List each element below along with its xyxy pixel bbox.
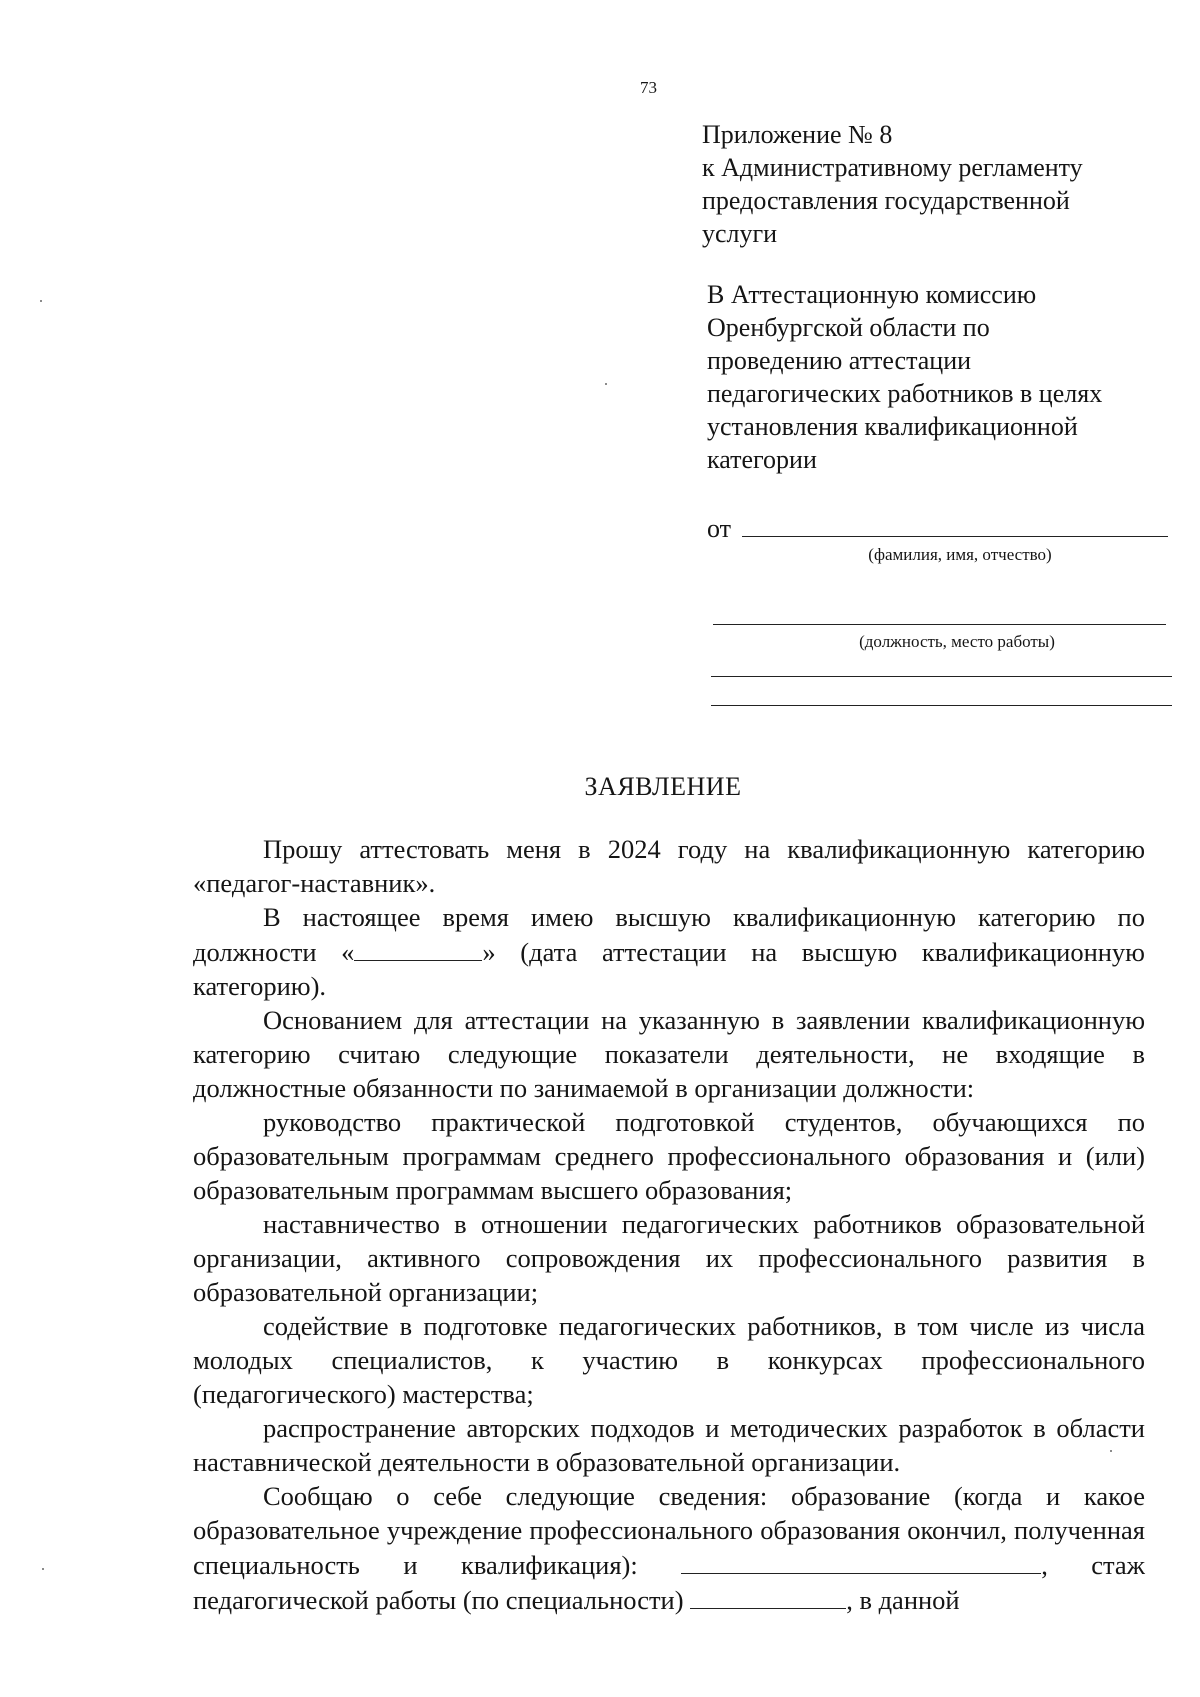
from-row: [707, 514, 1167, 544]
p8-comma: ,: [1041, 1550, 1048, 1580]
p8-text-before: Сообщаю о себе следующие сведения: образование (когда и какое образовательное учреждение профессионального образования окончил, полученная специальность и квалификация):: [193, 1481, 1145, 1580]
applicant-position-field[interactable]: [713, 624, 1166, 625]
paragraph-request: Прошу аттестовать меня в 2024 году на квалификационную категорию «педагог-наставник».: [193, 834, 1145, 898]
p8-text-middle: стаж педагогической работы (по специальности): [193, 1550, 1145, 1615]
paragraph-current-category: [193, 900, 1145, 1003]
addressee-line: В Аттестационную комиссию: [707, 280, 1037, 309]
p2-text-before: В настоящее время имею высшую квалификационную категорию по должности «: [193, 902, 1145, 967]
document-title: ЗАЯВЛЕНИЕ: [584, 772, 742, 801]
paragraph-practical-training: руководство практической подготовкой студентов, обучающихся по образовательным программам среднего профессионального образования и (или) образовательным программам высшего образования;: [193, 1107, 1145, 1205]
appendix-line: к Административному регламенту: [702, 153, 1083, 182]
from-label: от: [707, 514, 732, 543]
applicant-extra-field-2[interactable]: [711, 705, 1172, 706]
position-caption: (должность, место работы): [859, 632, 1055, 651]
applicant-extra-field-1[interactable]: [711, 676, 1172, 677]
position-date-blank[interactable]: [354, 934, 482, 961]
appendix-line: услуги: [702, 219, 778, 248]
paragraph-dissemination: распространение авторских подходов и методических разработок в области наставнической деятельности в образовательной организации.: [193, 1413, 1145, 1477]
appendix-line: предоставления государственной: [702, 186, 1070, 215]
p2-text-after: » (дата аттестации на высшую квалификационную категорию).: [193, 937, 1145, 1001]
paragraph-personal-info: [193, 1479, 1145, 1617]
paragraph-contests: содействие в подготовке педагогических работников, в том числе из числа молодых специалистов, к участию в конкурсах профессионального (педагогического) мастерства;: [193, 1311, 1145, 1409]
applicant-name-field[interactable]: [742, 536, 1168, 537]
education-blank[interactable]: [681, 1547, 1041, 1574]
scan-speck: [42, 1568, 44, 1570]
appendix-line: Приложение № 8: [702, 120, 893, 149]
paragraph-grounds: Основанием для аттестации на указанную в заявлении квалификационную категорию считаю следующие показатели деятельности, не входящие в должностные обязанности по занимаемой в организации должности:: [193, 1005, 1145, 1103]
appendix-heading: [702, 118, 1162, 250]
application-body: [193, 832, 1145, 1617]
scan-speck: [40, 300, 42, 302]
scan-speck: [1110, 1450, 1112, 1452]
page-number: 73: [640, 78, 657, 97]
addressee-line: установления квалификационной: [707, 412, 1078, 441]
addressee-block: [707, 278, 1177, 476]
scan-speck: [605, 383, 607, 385]
p8-text-after: , в данной: [846, 1585, 960, 1615]
addressee-line: проведению аттестации: [707, 346, 972, 375]
addressee-line: педагогических работников в целях: [707, 379, 1103, 408]
paragraph-mentoring: наставничество в отношении педагогических работников образовательной организации, активного сопровождения их профессионального развития в образовательной организации;: [193, 1209, 1145, 1307]
addressee-line: Оренбургской области по: [707, 313, 990, 342]
name-caption: (фамилия, имя, отчество): [868, 545, 1052, 564]
addressee-line: категории: [707, 445, 817, 474]
experience-blank[interactable]: [690, 1582, 846, 1609]
